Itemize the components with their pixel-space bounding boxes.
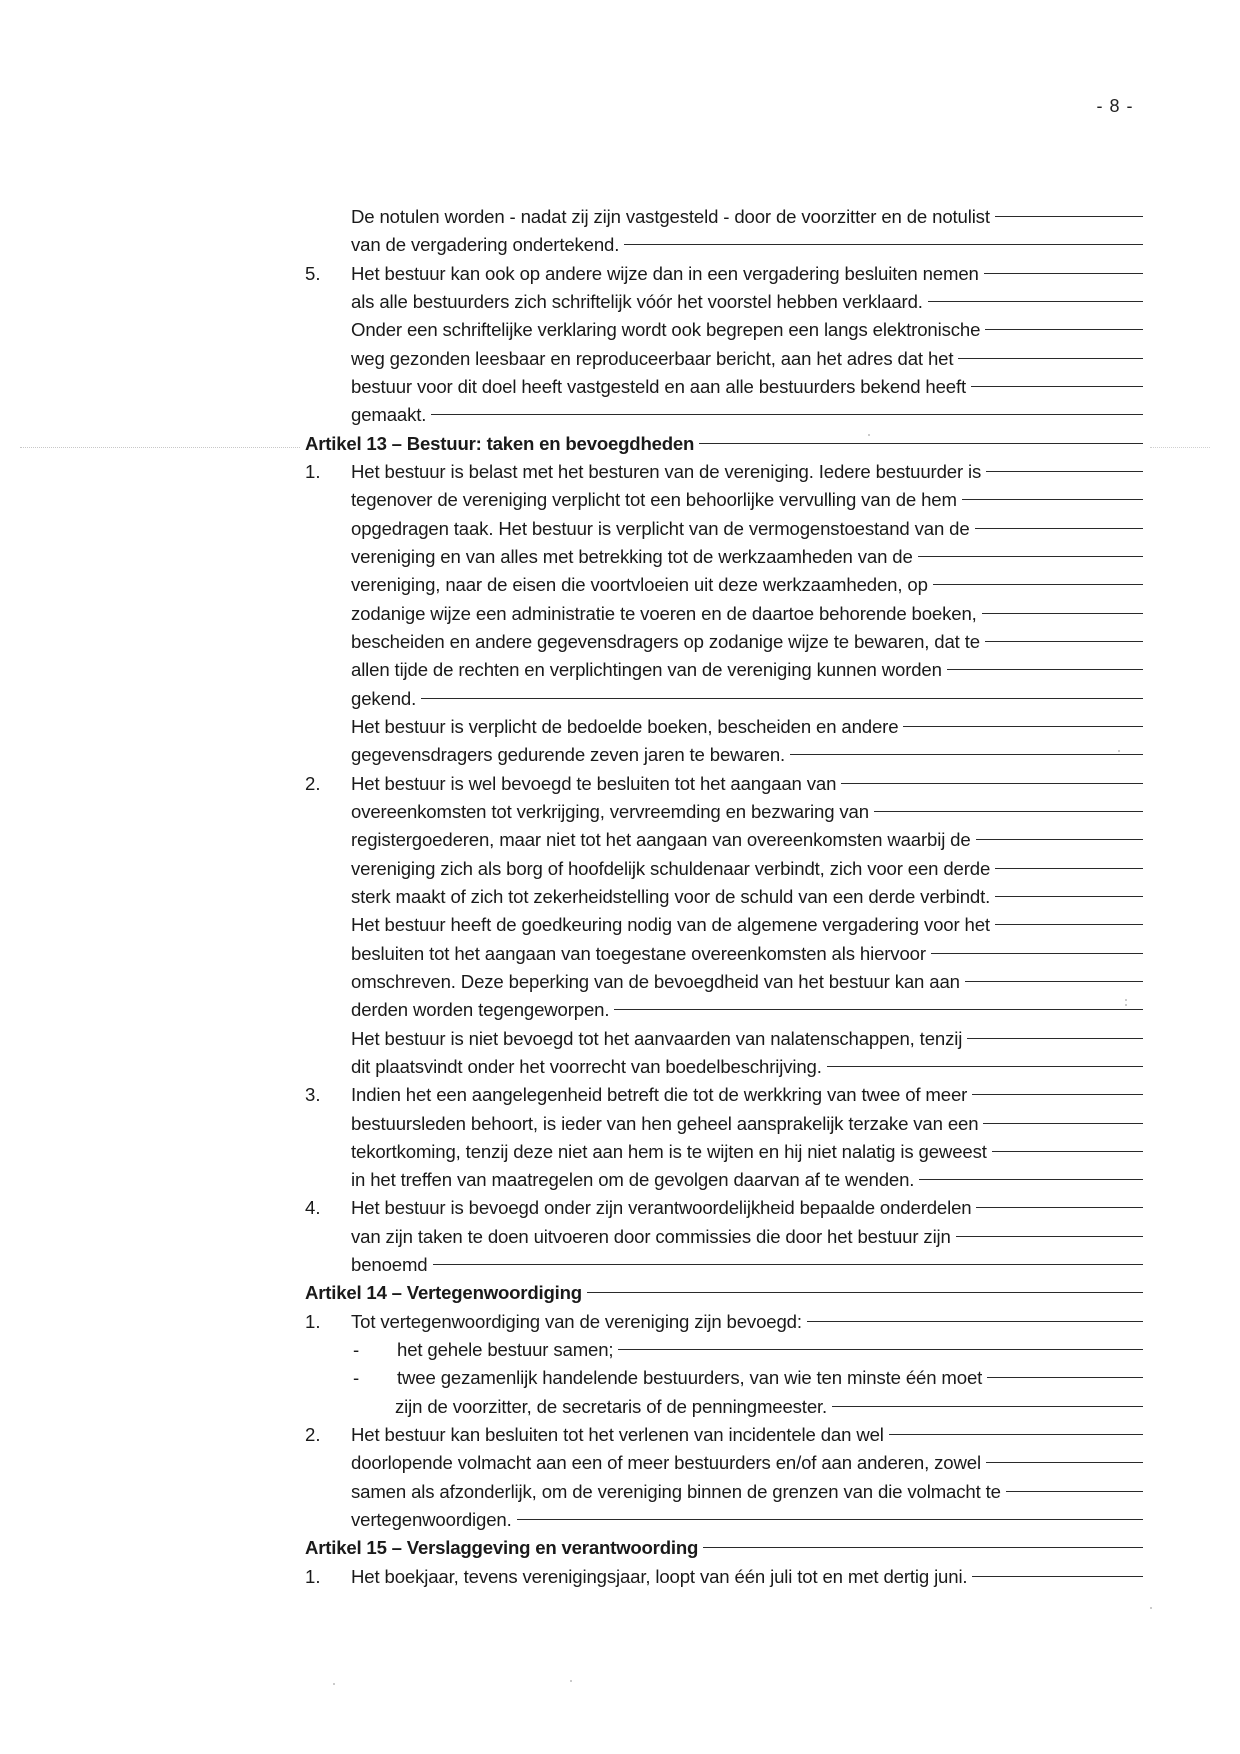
line-filler-rule — [587, 1292, 1143, 1293]
paragraph-number: 2. — [305, 772, 321, 794]
scan-speck — [333, 1683, 335, 1685]
line-filler-rule — [958, 358, 1143, 359]
line-text: weg gezonden leesbaar en reproduceerbaar bericht, aan het adres dat het — [351, 347, 954, 369]
line-filler-rule — [614, 1009, 1143, 1010]
line-filler-rule — [919, 1179, 1143, 1180]
line-text: van de vergadering ondertekend. — [351, 234, 620, 256]
text-line — [305, 543, 1143, 571]
text-line — [305, 996, 1143, 1024]
text-line — [305, 911, 1143, 939]
line-filler-rule — [995, 216, 1143, 217]
scan-artifact-line — [1150, 447, 1210, 448]
text-line — [305, 883, 1143, 911]
line-filler-rule — [962, 499, 1143, 500]
line-text: vereniging, naar de eisen die voortvloeien uit deze werkzaamheden, op — [351, 574, 928, 596]
line-filler-rule — [1006, 1491, 1143, 1492]
line-filler-rule — [928, 301, 1143, 302]
text-line — [305, 373, 1143, 401]
bullet-line — [305, 1364, 1143, 1392]
numbered-paragraph-line — [305, 1081, 1143, 1109]
line-text: van zijn taken te doen uitvoeren door commissies die door het bestuur zijn — [351, 1225, 951, 1247]
line-text: doorlopende volmacht aan een of meer bestuurders en/of aan anderen, zowel — [351, 1452, 981, 1474]
line-filler-rule — [975, 528, 1143, 529]
line-text: gegevensdragers gedurende zeven jaren te bewaren. — [351, 744, 786, 766]
line-text: het gehele bestuur samen; — [397, 1339, 614, 1361]
paragraph-number: 5. — [305, 262, 321, 284]
line-filler-rule — [986, 1462, 1143, 1463]
line-filler-rule — [985, 329, 1143, 330]
text-line — [305, 826, 1143, 854]
line-text: tekortkoming, tenzij deze niet aan hem is te wijten en hij niet nalatig is geweest — [351, 1140, 987, 1162]
text-line — [305, 685, 1143, 713]
line-text: registergoederen, maar niet tot het aangaan van overeenkomsten waarbij de — [351, 829, 971, 851]
line-filler-rule — [889, 1434, 1143, 1435]
paragraph-number: 1. — [305, 1565, 321, 1587]
paragraph-number: 1. — [305, 1310, 321, 1332]
text-line — [305, 713, 1143, 741]
line-text: benoemd — [351, 1254, 428, 1276]
line-text: dit plaatsvindt onder het voorrecht van boedelbeschrijving. — [351, 1055, 822, 1077]
line-text: gekend. — [351, 687, 417, 709]
line-filler-rule — [972, 1576, 1143, 1577]
line-filler-rule — [874, 811, 1143, 812]
line-text: De notulen worden - nadat zij zijn vastgesteld - door de voorzitter en de notulist — [351, 206, 990, 227]
text-line — [305, 1478, 1143, 1506]
line-filler-rule — [986, 471, 1143, 472]
line-text: bestuur voor dit doel heeft vastgesteld en aan alle bestuurders bekend heeft — [351, 375, 967, 397]
text-line — [305, 1025, 1143, 1053]
line-filler-rule — [992, 1151, 1143, 1152]
numbered-paragraph-line — [305, 458, 1143, 486]
text-line — [305, 486, 1143, 514]
article-heading — [305, 1534, 1143, 1562]
numbered-paragraph-line — [305, 770, 1143, 798]
article-heading — [305, 1279, 1143, 1307]
line-filler-rule — [421, 698, 1143, 699]
text-line — [305, 231, 1143, 259]
line-text: Indien het een aangelegenheid betreft die tot de werkkring van twee of meer — [351, 1084, 968, 1106]
paragraph-number: 2. — [305, 1424, 321, 1446]
line-filler-rule — [995, 896, 1143, 897]
text-line — [305, 741, 1143, 769]
line-filler-rule — [832, 1406, 1143, 1407]
bullet-dash: - — [353, 1339, 360, 1361]
scan-speck — [1150, 1607, 1152, 1609]
line-filler-rule — [807, 1321, 1143, 1322]
line-text: Het boekjaar, tevens verenigingsjaar, loopt van één juli tot en met dertig juni. — [351, 1565, 968, 1587]
line-text: samen als afzonderlijk, om de vereniging binnen de grenzen van die volmacht te — [351, 1480, 1001, 1502]
scan-artifact-line — [20, 447, 300, 448]
text-line — [305, 1138, 1143, 1166]
paragraph-number: 1. — [305, 460, 321, 482]
text-line — [305, 1223, 1143, 1251]
line-filler-rule — [903, 726, 1143, 727]
text-line — [305, 571, 1143, 599]
document-body — [305, 203, 1143, 1591]
line-filler-rule — [995, 924, 1143, 925]
line-text: gemaakt. — [351, 404, 427, 426]
line-text: Het bestuur is verplicht de bedoelde boeken, bescheiden en andere — [351, 715, 899, 737]
paragraph-number: 4. — [305, 1197, 321, 1219]
line-filler-rule — [976, 1207, 1143, 1208]
article-heading-text: Artikel 14 – Vertegenwoordiging — [305, 1282, 582, 1304]
line-text: Tot vertegenwoordiging van de vereniging zijn bevoegd: — [351, 1310, 802, 1332]
line-filler-rule — [703, 1547, 1143, 1548]
line-filler-rule — [517, 1519, 1143, 1520]
line-text: bestuursleden behoort, is ieder van hen geheel aansprakelijk terzake van een — [351, 1112, 979, 1134]
line-filler-rule — [983, 1123, 1143, 1124]
line-text: bescheiden en andere gegevensdragers op zodanige wijze te bewaren, dat te — [351, 630, 980, 652]
line-filler-rule — [947, 669, 1143, 670]
line-filler-rule — [985, 641, 1143, 642]
line-text: omschreven. Deze beperking van de bevoegdheid van het bestuur kan aan — [351, 970, 960, 992]
line-filler-rule — [931, 953, 1143, 954]
line-text: vereniging en van alles met betrekking tot de werkzaamheden van de — [351, 545, 913, 567]
line-filler-rule — [618, 1349, 1143, 1350]
line-filler-rule — [995, 868, 1143, 869]
line-text: derden worden tegengeworpen. — [351, 999, 610, 1021]
line-text: besluiten tot het aangaan van toegestane overeenkomsten als hiervoor — [351, 942, 926, 964]
line-text: overeenkomsten tot verkrijging, vervreemding en bezwaring van — [351, 800, 869, 822]
numbered-paragraph-line — [305, 1563, 1143, 1591]
line-filler-rule — [982, 613, 1143, 614]
line-text: in het treffen van maatregelen om de gevolgen daarvan af te wenden. — [351, 1169, 915, 1191]
bullet-dash: - — [353, 1367, 360, 1389]
line-text: vereniging zich als borg of hoofdelijk schuldenaar verbindt, zich voor een derde — [351, 857, 991, 879]
line-filler-rule — [699, 443, 1143, 444]
numbered-paragraph-line — [305, 260, 1143, 288]
line-filler-rule — [967, 1038, 1143, 1039]
text-line — [305, 855, 1143, 883]
line-text: Het bestuur kan besluiten tot het verlenen van incidentele dan wel — [351, 1424, 884, 1446]
line-text: Het bestuur is belast met het besturen van de vereniging. Iedere bestuurder is — [351, 460, 982, 482]
text-line — [305, 1110, 1143, 1138]
text-line — [305, 628, 1143, 656]
text-line — [305, 1449, 1143, 1477]
line-text: zodanige wijze een administratie te voeren en de daartoe behorende boeken, — [351, 602, 977, 624]
bullet-line — [305, 1336, 1143, 1364]
numbered-paragraph-line — [305, 1194, 1143, 1222]
article-heading — [305, 430, 1143, 458]
line-filler-rule — [431, 414, 1143, 415]
scan-speck — [570, 1680, 572, 1682]
line-filler-rule — [987, 1377, 1143, 1378]
text-line — [305, 1506, 1143, 1534]
text-line — [305, 656, 1143, 684]
line-text: opgedragen taak. Het bestuur is verplicht van de vermogenstoestand van de — [351, 517, 970, 539]
line-text: zijn de voorzitter, de secretaris of de penningmeester. — [395, 1395, 828, 1417]
page-number: - 8 - — [1096, 96, 1134, 116]
line-filler-rule — [790, 754, 1143, 755]
text-line — [305, 1053, 1143, 1081]
line-text: twee gezamenlijk handelende bestuurders, van wie ten minste één moet — [397, 1367, 983, 1389]
numbered-paragraph-line — [305, 1308, 1143, 1336]
line-text: als alle bestuurders zich schriftelijk vóór het voorstel hebben verklaard. — [351, 290, 923, 312]
line-filler-rule — [933, 584, 1143, 585]
text-line — [305, 940, 1143, 968]
text-line — [305, 345, 1143, 373]
text-line — [305, 515, 1143, 543]
text-line — [305, 203, 1143, 231]
article-heading-text: Artikel 15 – Verslaggeving en verantwoording — [305, 1537, 699, 1559]
line-filler-rule — [971, 386, 1143, 387]
line-filler-rule — [827, 1066, 1143, 1067]
line-filler-rule — [984, 273, 1143, 274]
line-filler-rule — [965, 981, 1143, 982]
line-text: vertegenwoordigen. — [351, 1509, 512, 1531]
line-text: Het bestuur is niet bevoegd tot het aanvaarden van nalatenschappen, tenzij — [351, 1027, 963, 1049]
line-text: Het bestuur is bevoegd onder zijn verantwoordelijkheid bepaalde onderdelen — [351, 1197, 972, 1219]
text-line — [305, 316, 1143, 344]
text-line — [305, 1393, 1143, 1421]
text-line — [305, 1251, 1143, 1279]
line-filler-rule — [433, 1264, 1144, 1265]
line-text: allen tijde de rechten en verplichtingen van de vereniging kunnen worden — [351, 659, 942, 681]
line-filler-rule — [956, 1236, 1143, 1237]
text-line — [305, 288, 1143, 316]
line-filler-rule — [972, 1094, 1143, 1095]
line-text: tegenover de vereniging verplicht tot een behoorlijke vervulling van de hem — [351, 489, 957, 511]
line-text: Onder een schriftelijke verklaring wordt ook begrepen een langs elektronische — [351, 319, 981, 341]
line-filler-rule — [624, 244, 1143, 245]
text-line — [305, 401, 1143, 429]
text-line — [305, 968, 1143, 996]
text-line — [305, 600, 1143, 628]
line-text: Het bestuur kan ook op andere wijze dan in een vergadering besluiten nemen — [351, 262, 979, 284]
text-line — [305, 1166, 1143, 1194]
line-text: sterk maakt of zich tot zekerheidstelling voor de schuld van een derde verbindt. — [351, 885, 991, 907]
line-filler-rule — [841, 783, 1143, 784]
line-text: Het bestuur is wel bevoegd te besluiten tot het aangaan van — [351, 772, 837, 794]
line-filler-rule — [976, 839, 1143, 840]
text-line — [305, 798, 1143, 826]
paragraph-number: 3. — [305, 1084, 321, 1106]
line-text: Het bestuur heeft de goedkeuring nodig van de algemene vergadering voor het — [351, 914, 990, 936]
line-filler-rule — [918, 556, 1143, 557]
article-heading-text: Artikel 13 – Bestuur: taken en bevoegdheden — [305, 432, 695, 454]
numbered-paragraph-line — [305, 1421, 1143, 1449]
